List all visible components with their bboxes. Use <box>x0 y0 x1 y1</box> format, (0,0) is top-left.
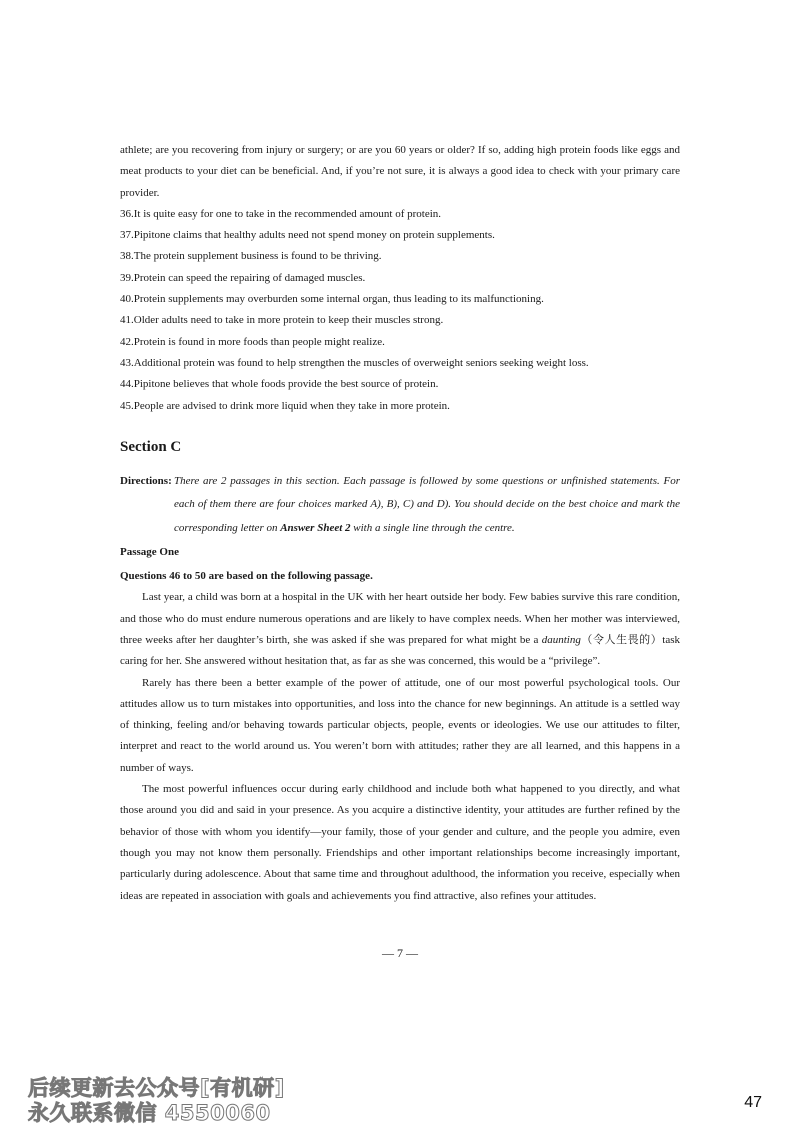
statement-36: 36.It is quite easy for one to take in the recommended amount of protein. <box>120 207 442 220</box>
paragraph-text: Last year, a child was born at a hospital in the UK with her heart outside her body. Few babies survive this rare condition, and those who do must endure numerous operations and are likely to have complex needs. When her mother was interviewed, three weeks after her daughter’s birth, she was asked if she was prepared for what might be a <box>120 591 680 646</box>
watermark-line-2: 永久联系微信 4550060 <box>28 1101 271 1125</box>
passage-paragraph-2: Rarely has there been a better example of the power of attitude, one of our most powerful psychological tools. Our attitudes allow us to turn mistakes into opportunities, and loss into the chance for new beginnings. An attitude is a settled way of thinking, feeling and/or behaving towards particular objects, people, events or ideologies. We use our attitudes to filter, interpret and react to the world around us. You weren’t born with attitudes; rather they are all learned, and this happens in a number of ways. <box>120 676 680 774</box>
directions-text-part: There are 2 passages in this section. Each passage is followed by some questions or unfinished statements. For each of them there are four choices marked A), B), C) and D). You should decide on the best choice and mark the corresponding letter on <box>174 474 680 534</box>
directions <box>120 470 680 541</box>
statement-39: 39.Protein can speed the repairing of damaged muscles. <box>120 271 366 284</box>
statement-41: 41.Older adults need to take in more protein to keep their muscles strong. <box>120 314 444 327</box>
directions-text <box>120 470 680 541</box>
answer-sheet-label: Answer Sheet 2 <box>280 521 351 534</box>
passage-paragraph-3: The most powerful influences occur during early childhood and include both what happened to you directly, and what those around you did and said in your presence. As you acquire a distinctive identity, your attitudes are further refined by the behavior of those with whom you identify—your family, those of your gender and culture, and the people you admire, even though you may not know them personally. Friendships and other important relationships become increasingly important, particularly during adolescence. About that same time and throughout adulthood, the information you receive, especially when ideas are repeated in association with goals and achievements you find attractive, also refines your attitudes. <box>120 783 680 902</box>
directions-label: Directions: <box>120 474 172 487</box>
statement-38: 38.The protein supplement business is found to be thriving. <box>120 250 382 263</box>
statement-42: 42.Protein is found in more foods than people might realize. <box>120 335 385 348</box>
gloss: （令人生畏的） <box>580 633 663 646</box>
section-title: Section C <box>120 438 182 455</box>
passage-paragraph-1 <box>120 587 680 672</box>
statement-37: 37.Pipitone claims that healthy adults need not spend money on protein supplements. <box>120 229 495 242</box>
watermark-line-1: 后续更新去公众号[有机研] <box>28 1076 285 1100</box>
passage-label: Passage One <box>120 546 179 559</box>
statement-43: 43.Additional protein was found to help strengthen the muscles of overweight seniors seeking weight loss. <box>120 356 589 369</box>
intro-paragraph-tail: athlete; are you recovering from injury or surgery; or are you 60 years or older? If so, adding high protein foods like eggs and meat products to your diet can be beneficial. And, if you’re not sure, it is always a good idea to check with your primary care provider. <box>120 144 680 199</box>
statement-40: 40.Protein supplements may overburden some internal organ, thus leading to its malfunctioning. <box>120 293 544 306</box>
directions-text-part: with a single line through the centre. <box>350 521 515 534</box>
statement-44: 44.Pipitone believes that whole foods provide the best source of protein. <box>120 378 439 391</box>
statement-list <box>120 204 680 417</box>
page-content <box>120 140 680 907</box>
glossed-word: daunting <box>541 633 581 646</box>
questions-label: Questions 46 to 50 are based on the following passage. <box>120 569 373 582</box>
statement-45: 45.People are advised to drink more liquid when they take in more protein. <box>120 399 450 412</box>
paragraph-text: task caring for her. She answered without hesitation that, as far as she was concerned, this would be a “privilege”. <box>120 633 681 668</box>
watermark <box>28 1076 285 1126</box>
page-number: — 7 — <box>382 946 418 960</box>
corner-page-number: 47 <box>744 1094 762 1111</box>
